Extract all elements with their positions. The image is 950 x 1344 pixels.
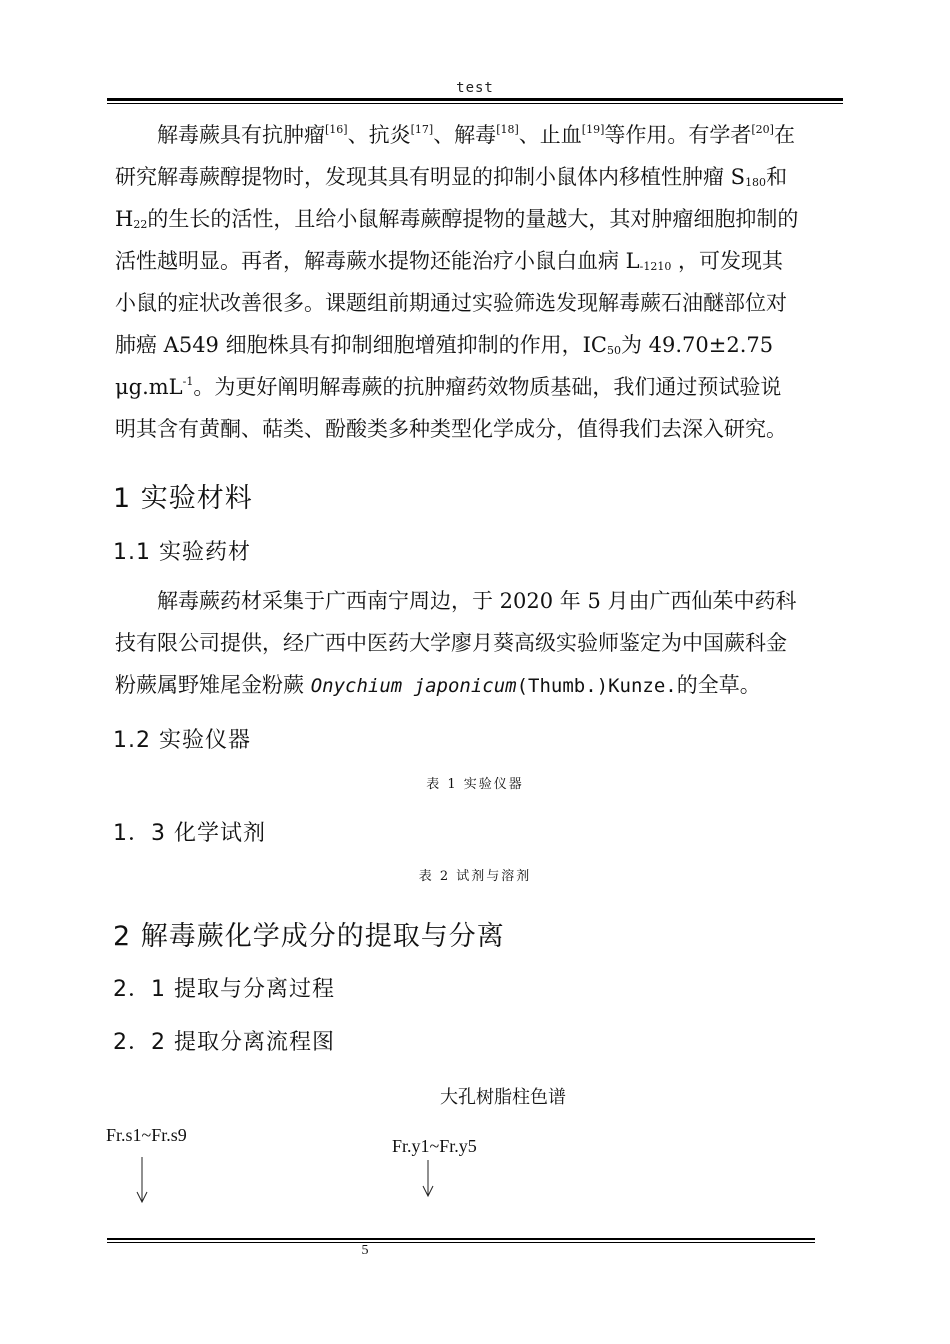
species-name: Onychium japonicum — [310, 675, 517, 697]
section-heading-2: 2 解毒蕨化学成分的提取与分离 — [113, 921, 505, 952]
intro-line-5: 小鼠的症状改善很多。课题组前期通过实验筛选发现解毒蕨石油醚部位对 — [115, 291, 787, 315]
intro-line-6: 肺癌 A549 细胞株具有抑制细胞增殖抑制的作用，$IC_{50}$为 49.70±2.75 — [115, 333, 774, 357]
footer-rule-thick — [107, 1238, 815, 1240]
material-line-2: 技有限公司提供，经广西中医药大学廖月葵高级实验师鉴定为中国蕨科金 — [115, 631, 787, 655]
section-heading-1-2: 1.2 实验仪器 — [113, 728, 251, 753]
intro-line-4: 活性越明显。再者，解毒蕨水提物还能治疗小鼠白血病 $L_{-1210}$ ，可发现其 — [115, 249, 784, 273]
table-2-caption: 表 2 试剂与溶剂 — [418, 869, 532, 884]
intro-line-8: 明其含有黄酮、萜类、酚酸类多种类型化学成分，值得我们去深入研究。 — [115, 417, 787, 441]
flowchart-left-label: Fr.s1~Fr.s9 — [106, 1125, 187, 1145]
page-number: 5 — [361, 1243, 369, 1258]
intro-line-3: $H_{22}$的生长的活性，且给小鼠解毒蕨醇提物的量越大，其对肿瘤细胞抑制的 — [115, 207, 799, 231]
flowchart-right-label: Fr.y1~Fr.y5 — [392, 1136, 477, 1156]
section-heading-1-1: 1.1 实验药材 — [113, 540, 251, 565]
intro-line-7: $\mu g.mL^{-1}$。为更好阐明解毒蕨的抗肿瘤药效物质基础，我们通过预试验说 — [115, 375, 782, 399]
table-1-caption: 表 1 实验仪器 — [426, 777, 524, 792]
section-heading-2-2: 2．2 提取分离流程图 — [113, 1030, 335, 1055]
material-line-3: 粉蕨属野雉尾金粉蕨 Onychium japonicum(Thumb.)Kunze.的全草。 — [115, 673, 761, 697]
section-heading-1-3: 1．3 化学试剂 — [113, 821, 266, 846]
right-down-arrow — [423, 1160, 433, 1196]
footer-rule-thin — [107, 1242, 815, 1243]
material-line-1: 解毒蕨药材采集于广西南宁周边，于 2020 年 5 月由广西仙茱中药科 — [157, 589, 797, 613]
intro-line-2: 研究解毒蕨醇提物时，发现其具有明显的抑制小鼠体内移植性肿瘤 $S_{180}$和 — [115, 165, 788, 189]
left-down-arrow — [137, 1157, 147, 1202]
intro-line-1: 解毒蕨具有抗肿瘤[16]、抗炎[17]、解毒[18]、止血[19]等作用。有学者[20]在 — [157, 123, 795, 147]
page-header: test — [456, 80, 494, 96]
section-heading-1: 1 实验材料 — [113, 483, 253, 514]
flowchart-title: 大孔树脂柱色谱 — [440, 1087, 566, 1107]
section-heading-2-1: 2．1 提取与分离过程 — [113, 977, 335, 1002]
